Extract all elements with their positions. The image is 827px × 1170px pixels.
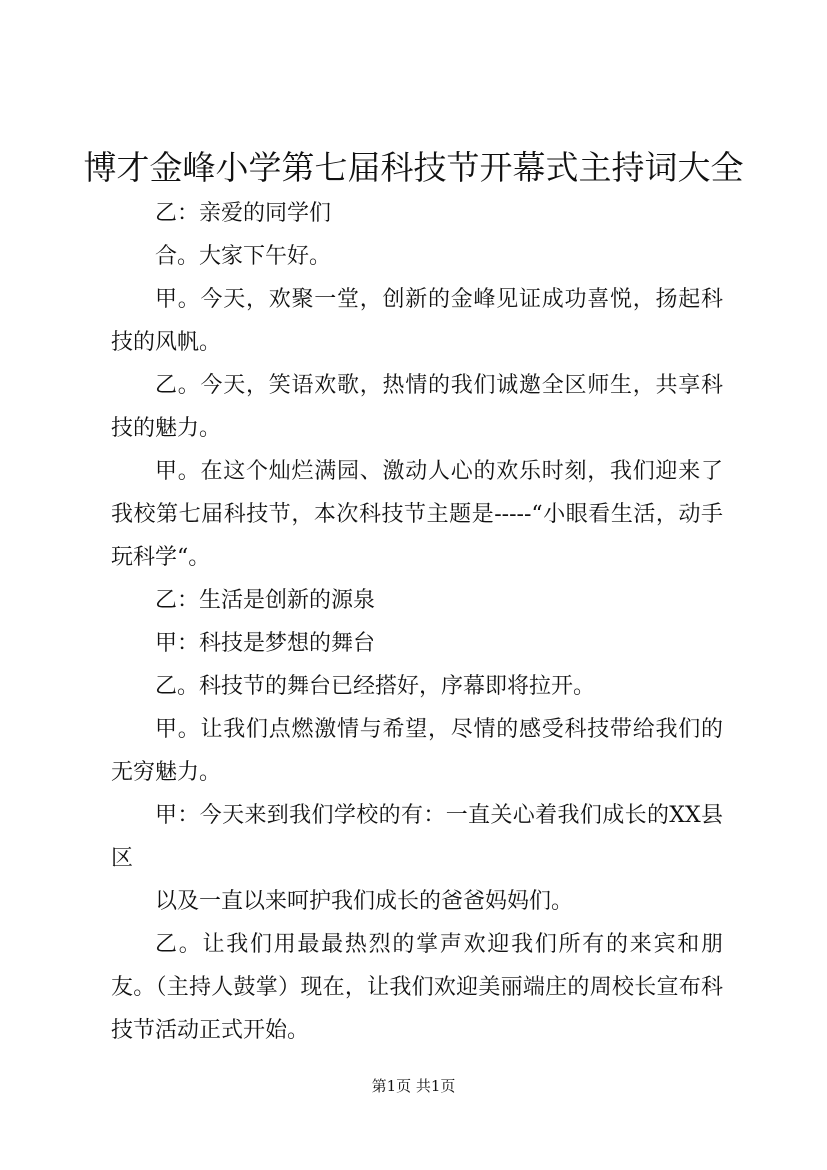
page-footer: 第1页 共1页 [371,1077,456,1095]
paragraph: 合。大家下午好。 [155,244,332,269]
paragraph: 甲。在这个灿烂满园、激动人心的欢乐时刻，我们迎来了我校第七届科技节，本次科技节主题是-----“小眼看生活，动手玩科学“。 [111,459,723,570]
paragraph: 乙：亲爱的同学们 [155,201,332,226]
paragraph: 以及一直以来呵护我们成长的爸爸妈妈们。 [155,889,574,914]
document-title: 博才金峰小学第七届科技节开幕式主持词大全 [83,148,744,187]
paragraph: 甲。今天，欢聚一堂，创新的金峰见证成功喜悦，扬起科技的风帆。 [111,287,723,355]
paragraph: 甲。让我们点燃激情与希望，尽情的感受科技带给我们的无穷魅力。 [111,717,723,785]
paragraph: 乙。今天，笑语欢歌，热情的我们诚邀全区师生，共享科技的魅力。 [111,373,723,441]
paragraph: 乙。科技节的舞台已经搭好，序幕即将拉开。 [155,674,596,699]
paragraph: 乙。让我们用最最热烈的掌声欢迎我们所有的来宾和朋友。（主持人鼓掌）现在，让我们欢迎美丽端庄的周校长宣布科技节活动正式开始。 [111,932,723,1043]
paragraph: 甲：科技是梦想的舞台 [155,631,376,656]
document-body [111,192,723,1052]
paragraph: 甲：今天来到我们学校的有：一直关心着我们成长的XX县区 [111,803,723,871]
paragraph: 乙：生活是创新的源泉 [155,588,376,613]
